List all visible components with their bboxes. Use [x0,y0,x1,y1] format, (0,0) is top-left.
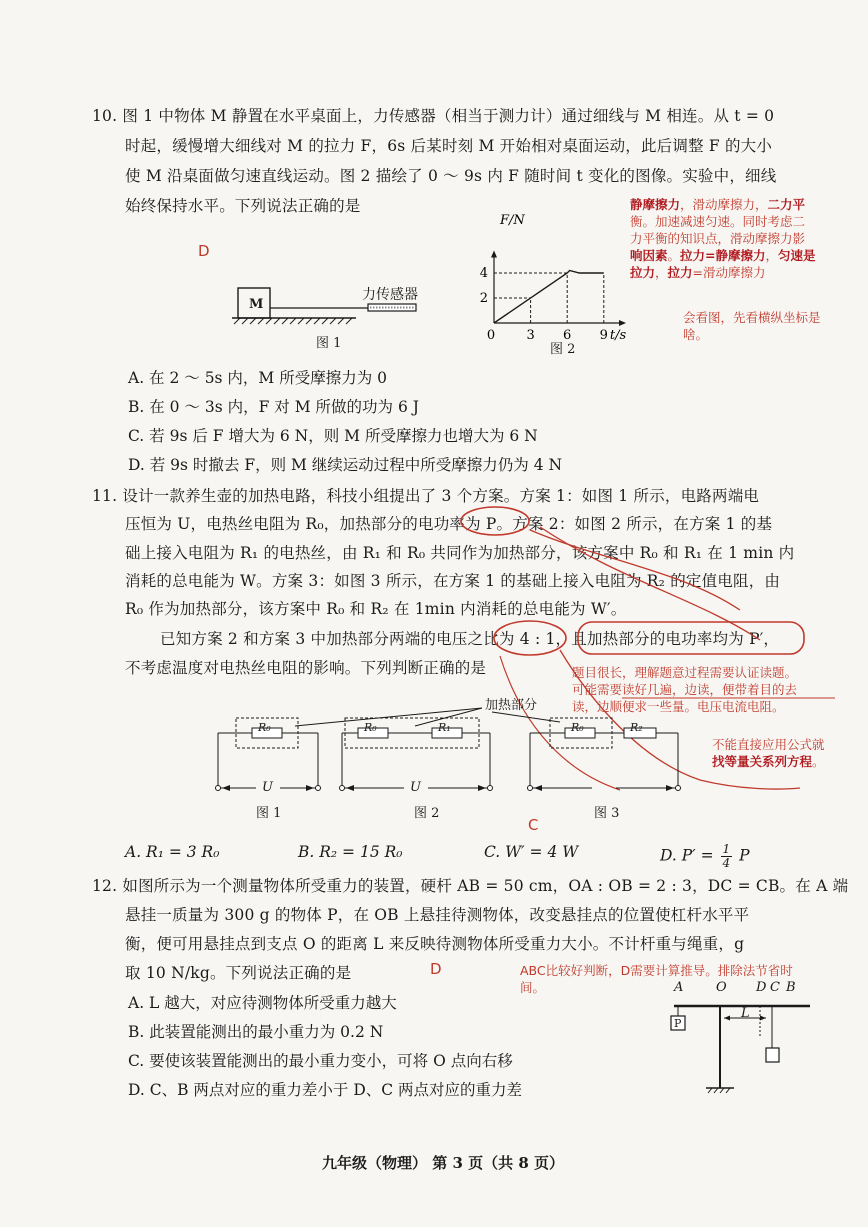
c1-u-label: U [262,780,273,795]
y-axis-arrow [491,251,497,258]
x-tick-label: 3 [526,328,535,343]
y-tick-label: 4 [479,266,488,281]
x-axis-arrow [619,320,626,326]
fraction-denominator: 4 [722,856,731,870]
x-tick-label: 6 [563,328,572,343]
q12-option-a: A. L 越大，对应待测物体所受重力越大 [128,994,397,1012]
note-text: 不能直接应用公式就 [712,737,825,752]
q11-line-1: 11. 设计一款养生壶的加热电路，科技小组提出了 3 个方案。方案 1：如图 1 所示，电路两端电 [92,487,760,505]
block-m-label: M [249,297,264,312]
fig1-caption: 图 1 [316,336,342,351]
note-text: 二力平 [767,197,806,212]
q11-option-d-prefix: D. P′ = [660,846,714,865]
note-text: 。 [812,754,825,769]
note-text: ， [655,265,668,280]
lever-length-l: L [741,1006,750,1021]
fraction-numerator: 1 [722,842,731,856]
test-object [766,1048,779,1062]
c1-caption: 图 1 [256,806,282,821]
q12-option-b: B. 此装置能测出的最小重力为 0.2 N [128,1023,384,1041]
fig2-caption: 图 2 [550,342,576,357]
note-text: 力平衡的知识点，滑动摩擦力影 [630,231,806,246]
q11-option-d [660,843,750,870]
note-text: 可能需要读好几遍，边读，便带着目的去 [572,682,798,697]
q11-line-6: 已知方案 2 和方案 3 中加热部分两端的电压之比为 4 : 1，且加热部分的电功率均为 P′， [160,630,780,648]
q12-option-d: D. C、B 两点对应的重力差小于 D、C 两点对应的重力差 [128,1081,523,1099]
page-footer: 九年级（物理） 第 3 页（共 8 页） [322,1154,564,1172]
note-text: 拉力 [630,265,656,280]
q11-note-equation [712,736,862,770]
q10-line-3: 使 M 沿桌面做匀速直线运动。图 2 描绘了 0 ～ 9s 内 F 随时间 t 变化的图像。实验中，细线 [125,167,777,185]
q11-option-b: B. R₂ = 15 R₀ [298,843,403,861]
heating-part-label: 加热部分 [485,698,538,713]
q12-line-2: 悬挂一质量为 300 g 的物体 P，在 OB 上悬挂待测物体，改变悬挂点的位置使杠杆水平平 [125,906,750,924]
c2-caption: 图 2 [414,806,440,821]
q10-option-d: D. 若 9s 时撤去 F，则 M 继续运动过程中所受摩擦力仍为 4 N [128,456,563,474]
q12-line-4: 取 10 N/kg。下列说法正确的是 [125,964,352,982]
leader-line [295,708,482,726]
q10-option-b: B. 在 0 ～ 3s 内，F 对 M 所做的功为 6 J [128,398,419,416]
y-axis-label: F/N [500,213,525,228]
lever-point-c: C [770,980,780,995]
note-text: 静摩擦力 [630,197,681,212]
note-text: 。 [667,248,681,263]
x-tick-label: 9 [599,328,608,343]
lever-point-b: B [786,980,796,995]
note-text: 拉力 [667,265,693,280]
q11-option-c: C. W′ = 4 W [484,843,579,861]
note-text: ，滑动摩擦力， [680,197,768,212]
note-text: ABC比较好判断，D需要计算推导。排除法节省时 [520,963,793,978]
q10-line-2: 时起，缓慢增大细线对 M 的拉力 F，6s 后某时刻 M 开始相对桌面运动，此后调整 F 的大小 [125,137,773,155]
q10-line-1: 10. 图 1 中物体 M 静置在水平桌面上，力传感器（相当于测力计）通过细线与 M 相连。从 t = 0 [92,107,775,125]
lever-point-d: D [756,980,767,995]
q10-line-4: 始终保持水平。下列说法正确的是 [125,197,361,215]
q12-handwritten-answer: D [430,960,442,978]
x-tick-label: 0 [486,328,496,343]
q11-option-d-suffix: P [739,846,750,865]
lever-object-p: P [674,1017,682,1030]
note-text: 题目很长，理解题意过程需要认证读题。 [572,665,798,680]
c2-r1-label: R₁ [438,721,451,734]
note-text: 匀速是 [778,248,816,263]
note-text: 拉力=静摩擦力 [680,248,766,263]
q11-line-4: 消耗的总电能为 W。方案 3：如图 3 所示，在方案 1 的基础上接入电阻为 R₂ 的定值电阻，由 [125,572,781,590]
note-text: 读，边顺便求一些量。电压电流电阻。 [572,699,785,714]
q12-line-3: 衡，便可用悬挂点到支点 O 的距离 L 来反映待测物体所受重力大小。不计杆重与绳重，g [125,935,745,953]
note-text: 会看图，先看横纵坐标是 [683,310,821,325]
lever-point-o: O [716,980,727,995]
c1-r0-label: R₀ [258,721,271,734]
q12-note [520,962,860,996]
note-text: =滑动摩擦力 [692,265,766,280]
note-text: 衡。加速减速匀速。同时考虑二 [630,214,806,229]
c3-r2-label: R₂ [630,721,643,734]
force-sensor-label: 力传感器 [362,287,418,303]
fraction [721,843,733,870]
q11-option-a: A. R₁ = 3 R₀ [125,843,220,861]
q12-option-c: C. 要使该装置能测出的最小重力变小，可将 O 点向右移 [128,1052,513,1070]
q10-note-graph [683,309,853,343]
q11-circuits [200,700,700,810]
q10-option-c: C. 若 9s 后 F 增大为 6 N，则 M 所受摩擦力也增大为 6 N [128,427,538,445]
q12-lever-figure [660,996,820,1096]
y-tick-label: 2 [479,291,488,306]
series-f-line [494,271,604,324]
q10-option-a: A. 在 2 ～ 5s 内，M 所受摩擦力为 0 [128,369,388,387]
q10-handwritten-answer: D [198,242,210,260]
c3-r0-label: R₀ [571,721,584,734]
q11-handwritten-answer: C [528,816,539,834]
c3-caption: 图 3 [594,806,620,821]
q12-line-1: 12. 如图所示为一个测量物体所受重力的装置，硬杆 AB = 50 cm，OA : OB = 2 : 3，DC = CB。在 A 端 [92,877,849,895]
q11-line-7: 不考虑温度对电热丝电阻的影响。下列判断正确的是 [125,659,487,677]
q11-line-2: 压恒为 U，电热丝电阻为 R₀，加热部分的电功率为 P。方案 2：如图 2 所示，在方案 1 的基 [125,515,773,533]
lever-point-a: A [674,980,684,995]
x-axis-label: t/s [609,328,627,343]
q10-note-friction [630,196,860,281]
note-text: ， [765,248,779,263]
note-text: 找等量关系列方程 [712,754,813,769]
note-text: 啥。 [683,327,709,342]
note-text: 间。 [520,980,546,995]
q11-line-5: R₀ 作为加热部分，该方案中 R₀ 和 R₂ 在 1min 内消耗的总电能为 W′。 [125,600,627,618]
note-text: 响因素 [630,248,668,263]
circuit-3 [528,718,681,791]
c2-u-label: U [410,780,421,795]
q11-line-3: 础上接入电阻为 R₁ 的电热丝，由 R₁ 和 R₀ 共同作为加热部分，该方案中 R₀ 和 R₁ 在 1 min 内 [125,544,795,562]
c2-r0-label: R₀ [364,721,377,734]
